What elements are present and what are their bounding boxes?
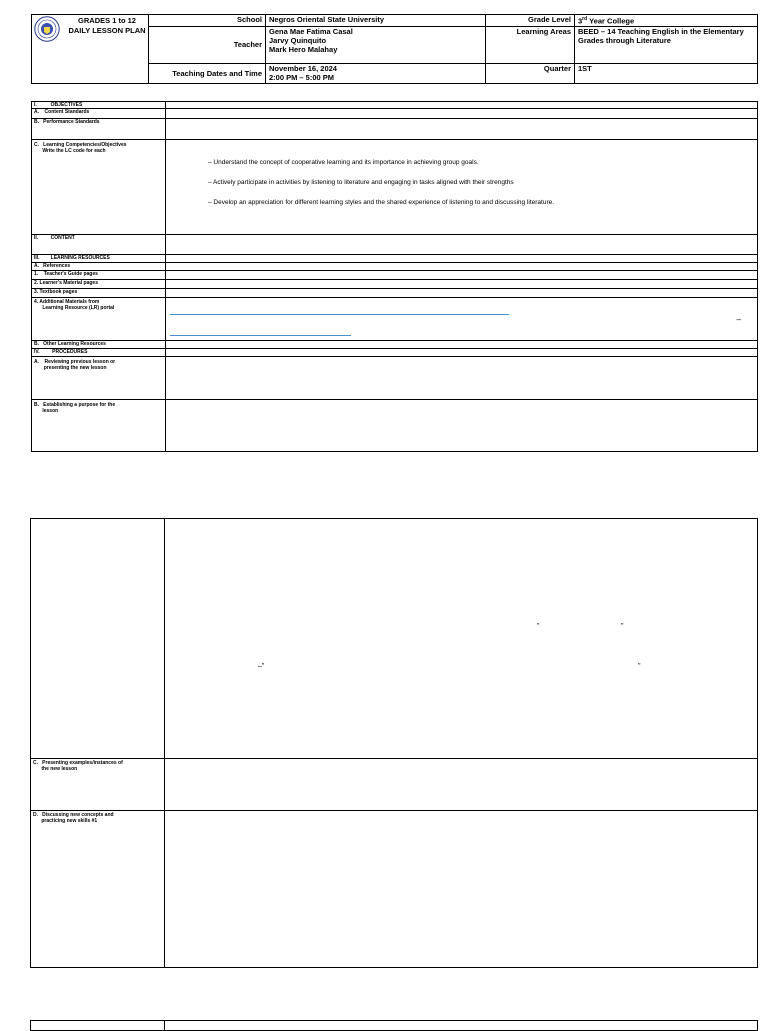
lesson-plan-table	[31, 101, 758, 452]
competency-item: – Understand the concept of cooperative learning and its importance in achieving group goals.	[208, 159, 479, 166]
lr-link-line[interactable]	[170, 314, 509, 315]
deped-seal-icon	[34, 16, 60, 42]
school-label: School	[149, 15, 266, 27]
dates-value: November 16, 2024 2:00 PM – 5:00 PM	[266, 63, 486, 83]
row-procedures: IV. PROCEDURES	[32, 349, 166, 357]
lr-portal-links	[166, 298, 758, 341]
stray-mark: "	[621, 623, 624, 630]
row-discussing: D. Discussing new concepts and practicing new skills #1	[31, 811, 165, 968]
row-presenting: C. Presenting examples/instances of the new lesson	[31, 759, 165, 811]
row-additional-materials: 4. Additional Materials from Learning Resource (LR) portal	[32, 298, 166, 341]
dates-label: Teaching Dates and Time	[149, 63, 266, 83]
continuation-cell	[165, 519, 758, 759]
row-content-standards: A. Content Standards	[32, 109, 166, 119]
lesson-plan-table-page-3	[30, 1020, 758, 1031]
row-competencies: C. Learning Competencies/Objectives Write the LC code for each	[32, 140, 166, 235]
row-other-resources: B. Other Learning Resources	[32, 341, 166, 349]
row-performance-standards: B. Performance Standards	[32, 119, 166, 140]
teacher-name: Mark Hero Malahay	[269, 44, 338, 54]
row-textbook: 3. Textbook pages	[32, 289, 166, 298]
grade-level-value: 3rd Year College	[575, 15, 758, 27]
quarter-value: 1ST	[575, 63, 758, 83]
teacher-name: Jarvy Quinquito	[269, 35, 327, 45]
plan-title-cell	[32, 15, 149, 84]
competencies-list	[166, 140, 758, 235]
row-establishing: B. Establishing a purpose for the lesson	[32, 400, 166, 452]
quarter-label: Quarter	[486, 63, 575, 83]
row-content: II. CONTENT	[32, 235, 166, 255]
school-value: Negros Oriental State University	[266, 15, 486, 27]
lesson-plan-table-page-2	[30, 518, 758, 968]
grade-level-label: Grade Level	[486, 15, 575, 27]
teacher-label: Teacher	[149, 26, 266, 63]
teacher-name: Gena Mae Fatima Casal	[269, 26, 353, 36]
row-learning-resources: III. LEARNING RESOURCES	[32, 255, 166, 263]
competency-item: – Develop an appreciation for different learning styles and the shared experience of listening to and discussing literature.	[208, 199, 555, 206]
learning-areas-value: BEED – 14 Teaching English in the Elementary Grades through Literature	[575, 26, 758, 63]
lr-link-line[interactable]	[170, 335, 351, 336]
plan-title: GRADES 1 to 12 DAILY LESSON PLAN	[68, 16, 146, 35]
row-learners-material: 2. Learner's Material pages	[32, 280, 166, 289]
stray-mark: "	[638, 663, 641, 670]
row-objectives: I. OBJECTIVES	[32, 102, 166, 109]
teacher-names	[266, 26, 486, 63]
learning-areas-label: Learning Areas	[486, 26, 575, 63]
row-references: A. References	[32, 263, 166, 271]
row-teachers-guide: 1. Teacher's Guide pages	[32, 271, 166, 280]
stray-mark: –"	[258, 663, 265, 670]
stray-mark: "	[537, 623, 540, 630]
header-table	[31, 14, 758, 84]
lr-dash: –	[736, 315, 741, 324]
row-reviewing: A. Reviewing previous lesson or presenting the new lesson	[32, 357, 166, 400]
competency-item: – Actively participate in activities by listening to literature and engaging in tasks aligned with their strengths	[208, 179, 514, 186]
